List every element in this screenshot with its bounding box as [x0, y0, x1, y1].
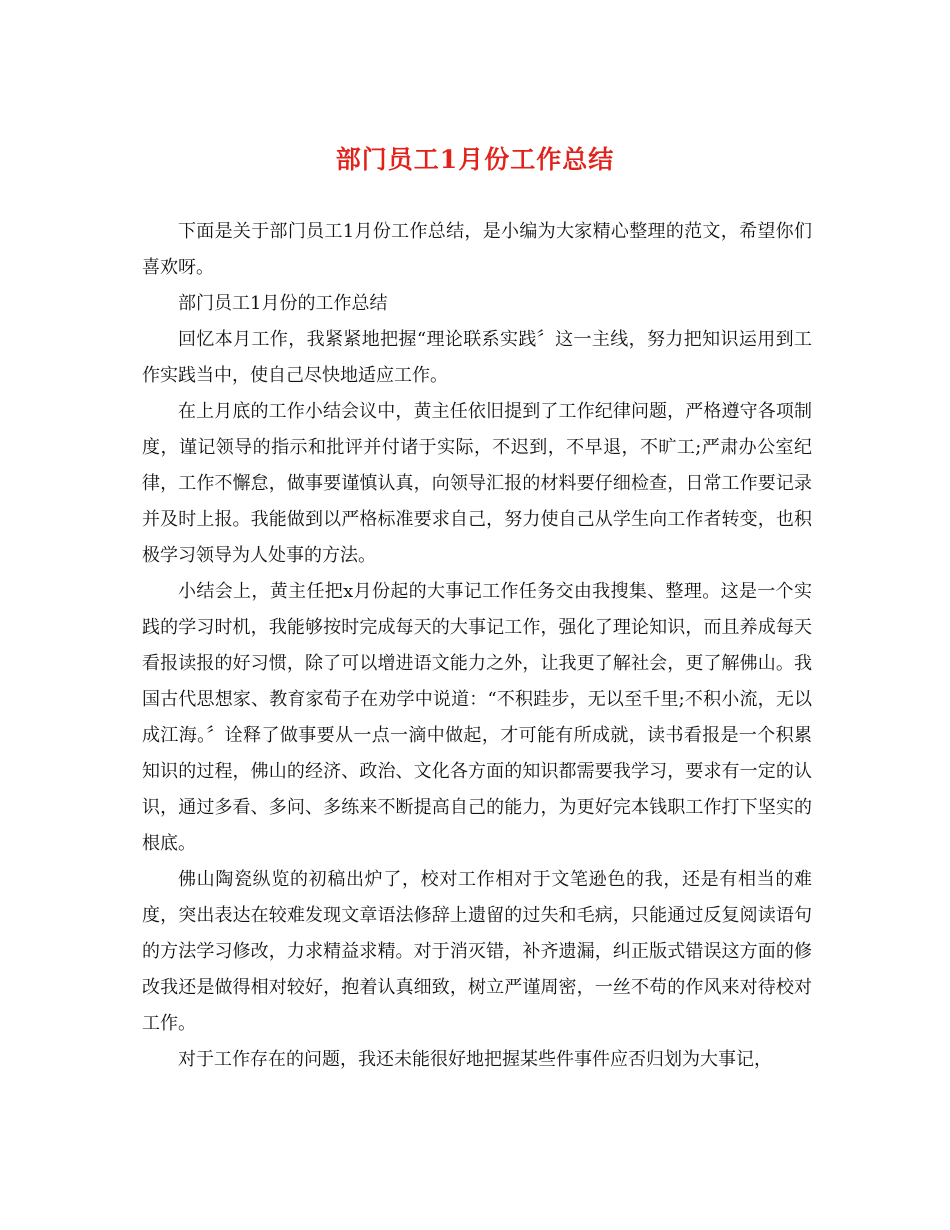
body-paragraph: 佛山陶瓷纵览的初稿出炉了，校对工作相对于文笔逊色的我，还是有相当的难度，突出表达在较难发现文章语法修辞上遗留的过失和毛病，只能通过反复阅读语句的方法学习修改，力求精益求精。对于消灭错，补齐遗漏，纠正版式错误这方面的修改我还是做得相对较好，抱着认真细致，树立严谨周密，一丝不苟的作风来对待校对工作。 — [142, 869, 812, 1034]
intro-paragraph: 下面是关于部门员工1月份工作总结，是小编为大家精心整理的范文，希望你们喜欢呀。 — [142, 221, 812, 278]
body-paragraph: 小结会上，黄主任把x月份起的大事记工作任务交由我搜集、整理。这是一个实践的学习时机，我能够按时完成每天的大事记工作，强化了理论知识，而且养成每天看报读报的好习惯，除了可以增进语文能力之外，让我更了解社会，更了解佛山。我国古代思想家、教育家荀子在劝学中说道：“不积跬步，无以至千里;不积小流，无以成江海。〞诠释了做事要从一点一滴中做起，才可能有所成就，读书看报是一个积累知识的过程，佛山的经济、政治、文化各方面的知识都需要我学习，要求有一定的认识，通过多看、多问、多练来不断提高自己的能力，为更好完本钱职工作打下坚实的根底。 — [142, 581, 812, 854]
document-body — [142, 214, 812, 1078]
body-paragraph: 回忆本月工作，我紧紧地把握“理论联系实践〞这一主线，努力把知识运用到工作实践当中，使自己尽快地适应工作。 — [142, 329, 812, 386]
body-paragraph: 对于工作存在的问题，我还未能很好地把握某些件事件应否归划为大事记， — [178, 1049, 772, 1070]
document-title: 部门员工1月份工作总结 — [335, 145, 615, 174]
body-paragraph: 在上月底的工作小结会议中，黄主任依旧提到了工作纪律问题，严格遵守各项制度，谨记领导的指示和批评并付诸于实际，不迟到，不早退，不旷工;严肃办公室纪律，工作不懈怠，做事要谨慎认真，向领导汇报的材料要仔细检查，日常工作要记录并及时上报。我能做到以严格标准要求自己，努力使自己从学生向工作者转变，也积极学习领导为人处事的方法。 — [142, 401, 812, 566]
section-heading: 部门员工1月份的工作总结 — [178, 293, 388, 314]
